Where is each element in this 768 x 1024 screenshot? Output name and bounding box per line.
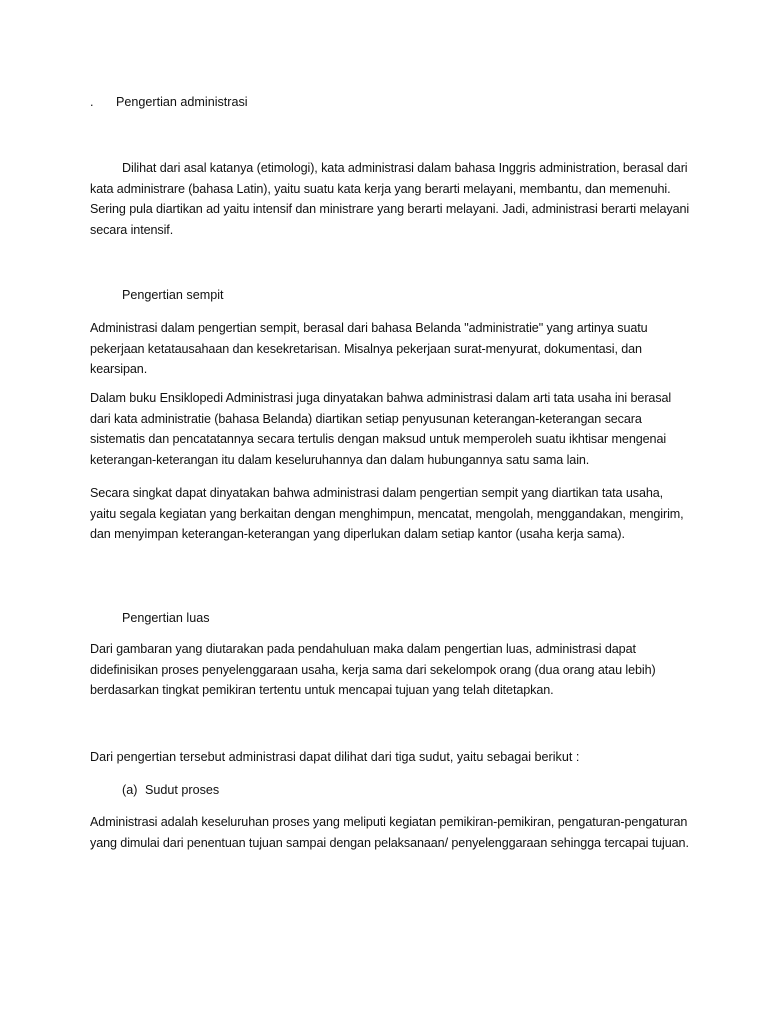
main-heading	[90, 92, 248, 112]
narrow-definition-heading: Pengertian sempit	[122, 288, 224, 302]
narrow-paragraph-1: Administrasi dalam pengertian sempit, berasal dari bahasa Belanda "administratie" yang artinya suatu pekerjaan ketatausahaan dan kesekretarisan. Misalnya pekerjaan surat-menyurat, dokumentasi, dan kearsipan.	[90, 321, 648, 376]
broad-definition-heading: Pengertian luas	[122, 611, 210, 625]
process-paragraph: Administrasi adalah keseluruhan proses yang meliputi kegiatan pemikiran-pemikiran, pengaturan-pengaturan yang dimulai dari penentuan tujuan sampai dengan pelaksanaan/ penyelenggaraan sehingga tercapai tujuan.	[90, 815, 689, 850]
list-marker-a: (a)	[122, 783, 138, 797]
narrow-paragraph-2: Dalam buku Ensiklopedi Administrasi juga dinyatakan bahwa administrasi dalam arti tata usaha ini berasal dari kata administratie (bahasa Belanda) diartikan setiap penyusunan keterangan-keterangan secara sistematis dan pencatatannya secara tertulis dengan maksud untuk memperoleh suatu ikhtisar mengenai keterangan-keterangan itu dalam keseluruhannya dan dalam hubungannya satu sama lain.	[90, 391, 672, 467]
list-item-a	[122, 780, 219, 800]
bullet-marker: .	[90, 95, 94, 109]
three-angles-intro: Dari pengertian tersebut administrasi dapat dilihat dari tiga sudut, yaitu sebagai berikut :	[90, 750, 580, 764]
broad-paragraph: Dari gambaran yang diutarakan pada pendahuluan maka dalam pengertian luas, administrasi dapat didefinisikan proses penyelenggaraan usaha, kerja sama dari sekelompok orang (dua orang atau lebih) berdasarkan tingkat pemikiran tertentu untuk mencapai tujuan yang telah ditetapkan.	[90, 642, 656, 697]
main-heading-title: Pengertian administrasi	[116, 95, 248, 109]
narrow-paragraph-3: Secara singkat dapat dinyatakan bahwa administrasi dalam pengertian sempit yang diartikan tata usaha, yaitu segala kegiatan yang berkaitan dengan menghimpun, mencatat, mengolah, menggandakan, mengirim, dan menyimpan keterangan-keterangan yang diperlukan dalam setiap kantor (usaha kerja sama).	[90, 486, 684, 541]
list-item-a-label: Sudut proses	[145, 783, 220, 797]
intro-paragraph: Dilihat dari asal katanya (etimologi), kata administrasi dalam bahasa Inggris administration, berasal dari kata administrare (bahasa Latin), yaitu suatu kata kerja yang berarti melayani, membantu, dan memenuhi. Sering pula diartikan ad yaitu intensif dan ministrare yang berarti melayani. Jadi, administrasi berarti melayani secara intensif.	[90, 161, 690, 237]
